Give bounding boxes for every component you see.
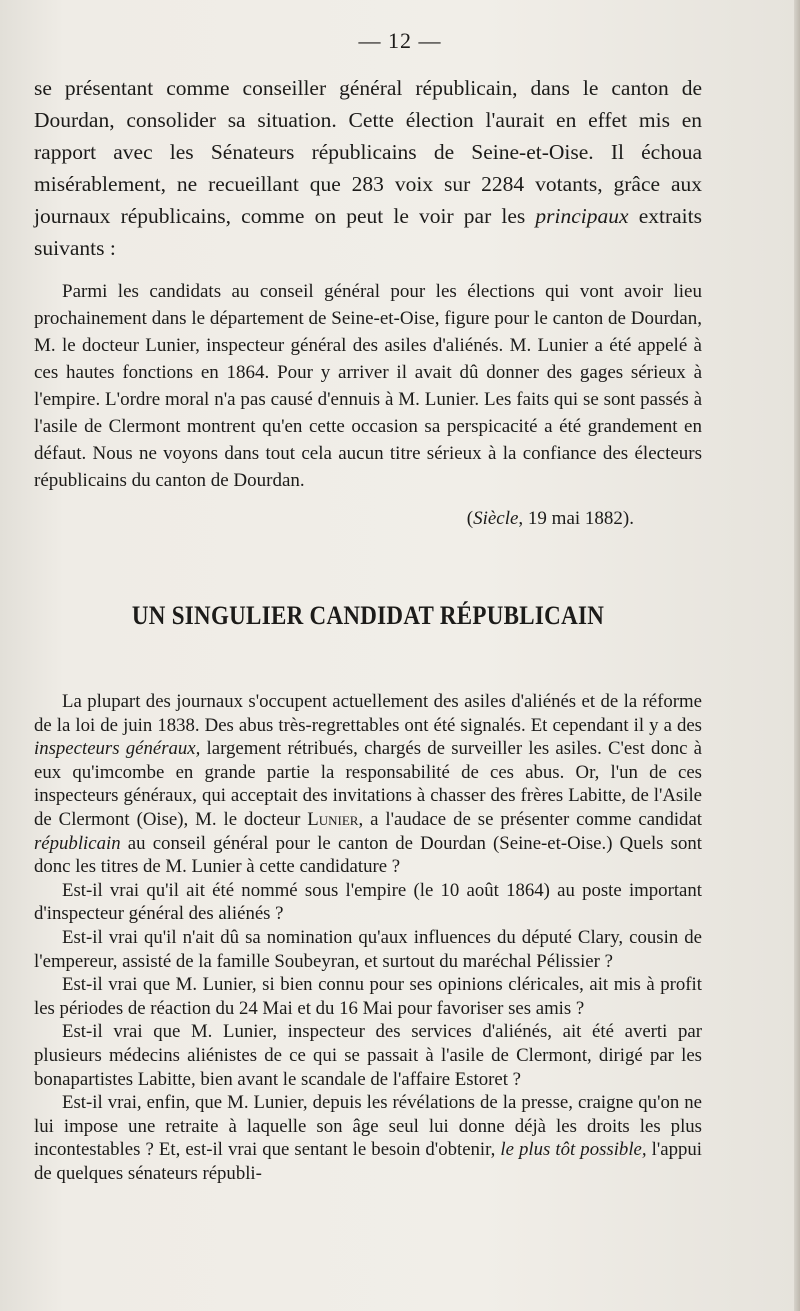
article-paragraph: Est-il vrai que M. Lunier, si bien connu pour ses opinions cléricales, ait mis à profit les périodes de réaction du 24 Mai et du 16 Mai pour favoriser ses amis ? — [34, 974, 702, 1019]
intro-emphasis: principaux — [535, 204, 629, 228]
text-run: largement rétribués, chargés de surveiller les asiles. C'est donc à eux qu'imcombe en grande partie la responsabilité de ces abus. Or, l'un de ces inspecteurs généraux, qui acceptait des invitations à chasser des frères Labitte, de l'Asile de Clermont (Oise), M. le docteur — [34, 738, 702, 830]
text-run: , a l'audace de se présenter comme candidat — [358, 808, 702, 830]
emphasis-text: le plus tôt possible, — [500, 1139, 647, 1161]
newspaper-quote: Parmi les candidats au conseil général pour les élections qui vont avoir lieu prochainement dans le département de Seine-et-Oise, figure pour le canton de Dourdan, M. le docteur Lunier, inspecteur général des asiles d'aliénés. M. Lunier a été appelé à ces hautes fonctions en 1864. Pour y arriver il avait dû donner des gages sérieux à l'empire. L'ordre moral n'a pas causé d'ennuis à M. Lunier. Les faits qui se sont passés à l'asile de Clermont montrent qu'en cette occasion sa perspicacité a été grandement en défaut. Nous ne voyons dans tout cela aucun titre sérieux à la confiance des électeurs républicains du canton de Dourdan. — [34, 281, 702, 491]
citation-date: , 19 mai 1882). — [518, 508, 634, 529]
article-body — [34, 690, 702, 1185]
page-edge-shadow — [794, 0, 800, 1311]
page-number: — 12 — — [358, 28, 442, 53]
text-run: Est-il vrai, enfin, que M. Lunier, depuis les révélations de la presse, craigne qu'on ne lui impose une retraite à laquelle son âge seul lui donne déjà les droits les plus incontestables ? Et, est-il vrai que sentant le besoin d'obtenir, — [34, 1092, 702, 1161]
small-caps-name: Lunier — [307, 808, 359, 830]
emphasis-text: républicain — [34, 832, 121, 854]
intro-text: se présentant comme conseiller général républicain, dans le canton de Dourdan, consolider sa situation. Cette élection l'aurait en effet mis en rapport avec les Sénateurs républicains de Seine-et-Oise. Il échoua misérablement, ne recueillant que 283 voix sur 2284 votants, grâce aux journaux républicains, comme on peut le voir par les — [34, 76, 702, 228]
article-paragraph — [34, 690, 702, 879]
text-run: La plupart des journaux s'occupent actuellement des asiles d'aliénés et de la réforme de la loi de juin 1838. Des abus très-regrettables ont été signalés. Et cependant il y a des — [34, 691, 702, 736]
quote-citation — [34, 508, 634, 530]
intro-paragraph — [34, 72, 702, 264]
citation-paren: ( — [466, 508, 474, 529]
article-paragraph: Est-il vrai qu'il n'ait dû sa nomination qu'aux influences du député Clary, cousin de l'empereur, assisté de la famille Soubeyran, et surtout du maréchal Pélissier ? — [34, 926, 702, 972]
text-run: au conseil général pour le canton de Dourdan (Seine-et-Oise.) Quels sont donc les titres de M. Lunier à cette candidature ? — [34, 832, 702, 878]
article-headline: UN SINGULIER CANDIDAT RÉPUBLICAIN — [131, 601, 605, 630]
emphasis-text: inspecteurs généraux, — [34, 738, 201, 760]
article-paragraph — [34, 1091, 702, 1185]
intro-text-end: extraits suivants : — [34, 204, 702, 260]
citation-source: Siècle — [473, 508, 519, 529]
article-paragraph: Est-il vrai qu'il ait été nommé sous l'empire (le 10 août 1864) au poste important d'inspecteur général des aliénés ? — [34, 879, 702, 925]
text-run: l'appui de quelques sénateurs républi- — [34, 1139, 702, 1184]
article-paragraph: Est-il vrai que M. Lunier, inspecteur des services d'aliénés, ait été averti par plusieurs médecins aliénistes de ce qui se passait à l'asile de Clermont, dirigé par les bonapartistes Labitte, bien avant le scandale de l'affaire Estoret ? — [34, 1021, 702, 1090]
